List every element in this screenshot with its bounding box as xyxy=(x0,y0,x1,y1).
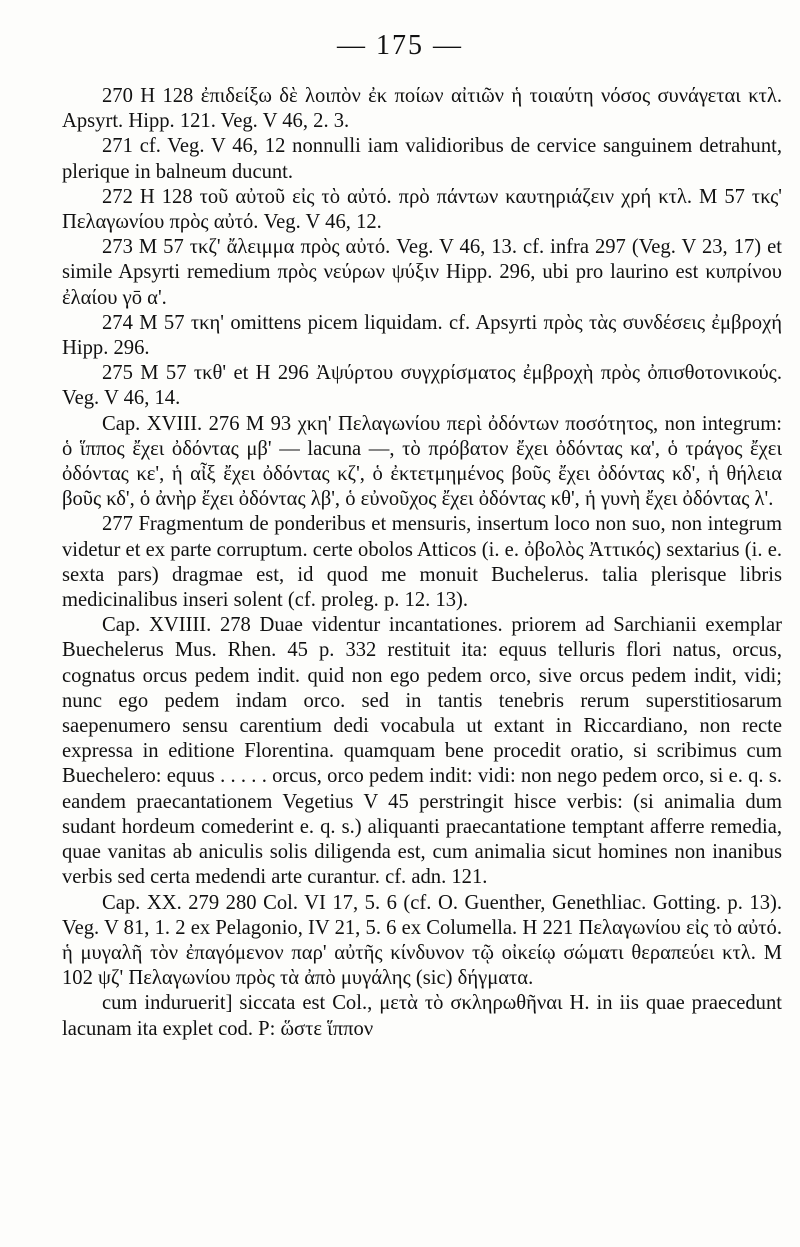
note-274: 274 M 57 τκη' omittens picem liquidam. cf. Apsyrti πρὸς τὰς συνδέσεις ἐμβροχή Hipp. 296. xyxy=(62,311,782,360)
note-cum-induruerit: cum induruerit] siccata est Col., μετὰ τὸ σκληρωθῆναι H. in iis quae praecedunt lacunam ita explet cod. P: ὥστε ἵππον xyxy=(62,992,782,1040)
note-272: 272 H 128 τοῦ αὐτοῦ εἰς τὸ αὐτό. πρὸ πάντων καυτηριάζειν χρή κτλ. M 57 τκς' Πελαγωνίου πρὸς αὐτό. Veg. V 46, 12. xyxy=(62,185,782,234)
note-277: 277 Fragmentum de ponderibus et mensuris, insertum loco non suo, non integrum videtur et ex parte corruptum. certe obolos Atticos (i. e. ὀβολὸς Ἀττικός) sextarius (i. e. sexta pars) dragmae est, id quod me monuit Buchelerus. talia plerisque libris medicinalibus inseri solent (cf. proleg. p. 12. 13). xyxy=(62,513,782,612)
note-271: 271 cf. Veg. V 46, 12 nonnulli iam validioribus de cervice sanguinem detrahunt, plerique in balneum ducunt. xyxy=(62,135,782,183)
page-number: — 175 — xyxy=(337,30,463,61)
note-270: 270 H 128 ἐπιδείξω δὲ λοιπὸν ἐκ ποίων αἰτιῶν ἡ τοιαύτη νόσος συνάγεται κτλ. Apsyrt. Hipp. 121. Veg. V 46, 2. 3. xyxy=(62,85,782,133)
note-275: 275 M 57 τκθ' et H 296 Ἀψύρτου συγχρίσματος ἐμβροχὴ πρὸς ὀπισθοτονικούς. Veg. V 46, 14. xyxy=(62,362,782,410)
commentary-text xyxy=(62,84,782,1042)
note-279-280-chapter-xx: Cap. XX. 279 280 Col. VI 17, 5. 6 (cf. O. Guenther, Genethliac. Gotting. p. 13). Veg. V 81, 1. 2 ex Pelagonio, IV 21, 5. 6 ex Columella. H 221 Πελαγωνίου εἰς τὸ αὐτό. ἡ μυγαλῆ τὸν ἐπαγόμενον παρ' αὐτῆς κίνδυνον τῷ οἰκείῳ σώματι θεραπεύει κτλ. M 102 ψζ' Πελαγωνίου πρὸς τὰ ἀπὸ μυγάλης (sic) δήγματα. xyxy=(62,891,782,990)
note-276-chapter-xviii: Cap. XVIII. 276 M 93 χκη' Πελαγωνίου περὶ ὀδόντων ποσότητος, non integrum: ὁ ἵππος ἔχει ὀδόντας μβ' — lacuna —, τὸ πρόβατον ἔχει ὀδόντας κα', ὁ τράγος ἔχει ὀδόντας κε', ἡ αἶξ ἔχει ὀδόντας κζ', ὁ ἐκτετμημένος βοῦς ἔχει ὀδόντας κδ', ἡ θήλεια βοῦς κδ', ὁ ἀνὴρ ἔχει ὀδόντας λβ', ὁ εὐνοῦχος ἔχει ὀδόντας κθ', ἡ γυνὴ ἔχει ὀδόντας λ'. xyxy=(62,412,782,511)
note-278-chapter-xviiii: Cap. XVIIII. 278 Duae videntur incantationes. priorem ad Sarchianii exemplar Buechelerus Mus. Rhen. 45 p. 332 restituit ita: equus telluris flori natus, orcus, cognatus orcus pedem indit. quid non ego pedem orco, sive orcus pedem indit, vidi; nunc ego pedem indam orco. sed in tantis tenebris rerum superstitiosarum saepenumero sensu carentium dedi vocabula ut extant in Riccardiano, non recte expressa in editione Florentina. quamquam bene procedit oratio, si scribimus cum Buechelero: equus . . . . . orcus, orco pedem indit: vidi: non nego pedem orco, si e. q. s. eandem praecantationem Vegetius V 45 perstringit hisce verbis: (si animalia dum sudant hordeum comederint e. q. s.) aliquanti praecantatione temptant afferre remedia, quae vanitas ab aniculis solis diligenda est, cum animalia sicut homines non inanibus verbis sed certa medendi arte curantur. cf. adn. 121. xyxy=(62,614,782,889)
note-273: 273 M 57 τκζ' ἄλειμμα πρὸς αὐτό. Veg. V 46, 13. cf. infra 297 (Veg. V 23, 17) et simile Apsyrti remedium πρὸς νεύρων ψύξιν Hipp. 296, ubi pro laurino est κυπρίνου ἐλαίου γō α'. xyxy=(62,236,782,309)
